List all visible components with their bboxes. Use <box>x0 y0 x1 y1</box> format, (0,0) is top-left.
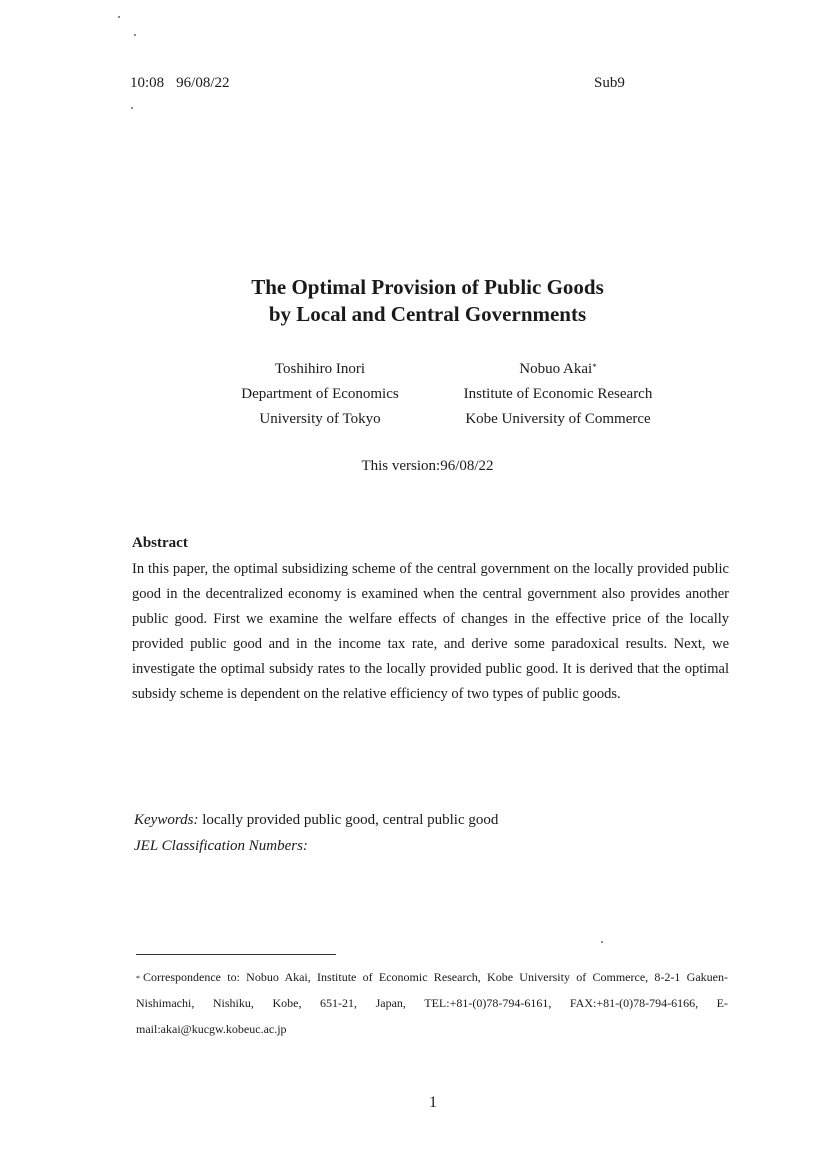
jel-label: JEL Classification Numbers: <box>134 838 308 854</box>
title-line-2: by Local and Central Governments <box>268 302 587 326</box>
author-institution: University of Tokyo <box>259 411 381 427</box>
author-institution: Kobe University of Commerce <box>465 411 651 427</box>
scan-speck <box>118 16 120 18</box>
header-time: 10:08 <box>130 75 165 91</box>
version-line: This version:96/08/22 <box>361 458 494 474</box>
keywords-line <box>134 807 498 833</box>
correspondence-footnote <box>136 964 728 1042</box>
author-block-1 <box>220 357 420 432</box>
page-number: 1 <box>429 1094 437 1111</box>
author-marker: * <box>592 362 597 372</box>
running-header-file: Sub9 <box>594 75 625 91</box>
author-name: Nobuo Akai* <box>519 361 597 377</box>
keywords-value: locally provided public good, central public good <box>202 812 499 828</box>
author-department: Institute of Economic Research <box>463 386 653 402</box>
abstract-text: In this paper, the optimal subsidizing scheme of the central government on the locally provided public good in the decentralized economy is examined when the central government also provides another public good. First we examine the welfare effects of changes in the effective price of the locally provided public good and in the income tax rate, and derive some paradoxical results. Next, we investigate the optimal subsidy rates to the locally provided public good. It is derived that the optimal subsidy scheme is dependent on the relative efficiency of two types of public goods. <box>132 561 729 702</box>
author-block-2 <box>438 357 678 432</box>
scan-speck <box>601 941 603 943</box>
jel-line <box>134 833 308 859</box>
scan-speck <box>131 107 133 109</box>
paper-title <box>0 274 827 328</box>
keywords-label: Keywords: <box>134 812 199 828</box>
footnote-marker: * <box>136 974 140 983</box>
scan-speck <box>134 34 136 36</box>
header-date: 96/08/22 <box>176 75 230 91</box>
footnote-divider <box>136 954 336 955</box>
author-name: Toshihiro Inori <box>274 361 366 377</box>
title-line-1: The Optimal Provision of Public Goods <box>251 275 604 299</box>
footnote-text: Correspondence to: Nobuo Akai, Institute of Economic Research, Kobe University of Commerce, 8-2-1 Gakuen-Nishimachi, Nishiku, Kobe, 651-21, Japan, TEL:+81-(0)78-794-6161, FAX:+81-(0)78-794-6166, E-mail:akai@kucgw.kobeuc.ac.jp <box>136 970 728 1036</box>
abstract-heading: Abstract <box>132 535 188 551</box>
running-header-left <box>130 75 230 92</box>
author-department: Department of Economics <box>241 386 399 402</box>
